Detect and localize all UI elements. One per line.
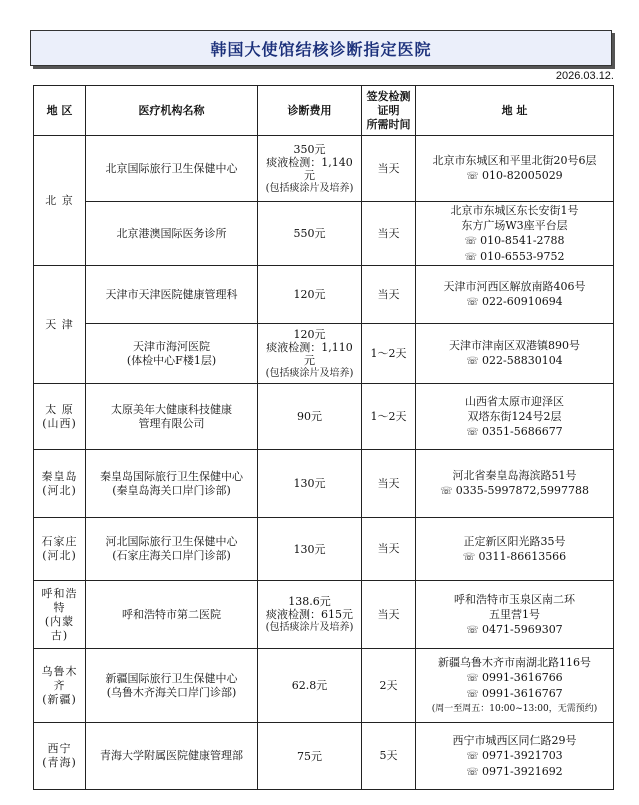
time-cell: 5天 (362, 723, 416, 790)
fee-line: 痰液检测：1,110元 (266, 340, 353, 367)
phone-number: ☏ 010-6553-9752 (419, 249, 610, 265)
phone-number: ☏ 0971-3921692 (419, 764, 610, 780)
phone-number: ☏ 0351-5686677 (419, 424, 610, 440)
fee-line: 350元 (293, 142, 326, 156)
fee-line: (包括痰涂片及培养) (265, 182, 354, 194)
fee-line: (包括痰涂片及培养) (265, 367, 354, 379)
table-row (34, 136, 614, 202)
region-cell: 乌鲁木齐 (新疆) (34, 649, 86, 723)
header-fee: 诊断费用 (258, 86, 362, 136)
hours-note: (周一至周五：10:00~13:00，无需预约) (431, 703, 598, 714)
hospital-name: 青海大学附属医院健康管理部 (86, 723, 258, 790)
fee-line: 120元 (293, 327, 326, 341)
time-cell: 当天 (362, 518, 416, 581)
phone-number: ☏ 0971-3921703 (419, 748, 610, 764)
fee-cell (258, 723, 362, 790)
phone-number: ☏ 0991-3616767 (419, 686, 610, 702)
address-line: 正定新区阳光路35号 (463, 534, 566, 548)
address-line: 双塔东街124号2层 (467, 409, 562, 423)
phone-number: ☏ 010-8541-2788 (419, 233, 610, 249)
time-cell: 1～2天 (362, 384, 416, 450)
hospital-name: 太原美年大健康科技健康 管理有限公司 (86, 384, 258, 450)
address-line: 天津市河西区解放南路406号 (443, 280, 586, 293)
hospital-name: 天津市海河医院 (体检中心F楼1层) (86, 324, 258, 384)
address-line: 呼和浩特市玉泉区南二环 (454, 592, 575, 606)
address-cell (416, 450, 614, 518)
table-row (34, 384, 614, 450)
table-row (34, 649, 614, 723)
time-cell: 当天 (362, 266, 416, 324)
region-cell: 石家庄 (河北) (34, 518, 86, 581)
fee-cell (258, 518, 362, 581)
address-line: 北京市东城区和平里北街20号6层 (432, 154, 597, 167)
table-row (34, 450, 614, 518)
hospital-name: 秦皇岛国际旅行卫生保健中心 (秦皇岛海关口岸门诊部) (86, 450, 258, 518)
fee-line: 痰液检测：1,140元 (266, 155, 353, 182)
region-cell: 秦皇岛 (河北) (34, 450, 86, 518)
phone-number: ☏ 0311-86613566 (419, 549, 610, 565)
address-cell (416, 202, 614, 266)
address-line: 东方广场W3座平台层 (461, 218, 568, 232)
address-cell (416, 136, 614, 202)
hospital-name: 北京港澳国际医务诊所 (86, 202, 258, 266)
time-cell: 1～2天 (362, 324, 416, 384)
region-cell: 天 津 (34, 266, 86, 384)
phone-number: ☏ 022-58830104 (419, 353, 610, 369)
fee-line: 550元 (293, 227, 326, 240)
page-title: 韩国大使馆结核诊断指定医院 (210, 39, 432, 59)
hospital-name: 新疆国际旅行卫生保健中心 (乌鲁木齐海关口岸门诊部) (86, 649, 258, 723)
address-line: 山西省太原市迎泽区 (465, 394, 564, 408)
region-cell: 呼和浩特 (内蒙古) (34, 581, 86, 649)
phone-number: ☏ 0991-3616766 (419, 670, 610, 686)
hospital-name: 河北国际旅行卫生保健中心 (石家庄海关口岸门诊部) (86, 518, 258, 581)
time-cell: 当天 (362, 202, 416, 266)
address-line: 五里营1号 (489, 607, 540, 621)
header-region: 地 区 (34, 86, 86, 136)
fee-line: 130元 (293, 542, 326, 556)
fee-line: 120元 (293, 288, 326, 301)
table-row (34, 723, 614, 790)
fee-line: 62.8元 (291, 679, 328, 692)
hospital-table (33, 85, 614, 790)
header-time: 签发检测 证明 所需时间 (362, 86, 416, 136)
time-cell: 2天 (362, 649, 416, 723)
fee-cell (258, 324, 362, 384)
hospital-name: 北京国际旅行卫生保健中心 (86, 136, 258, 202)
table-row (34, 518, 614, 581)
fee-line: 90元 (297, 410, 322, 423)
phone-number: ☏ 022-60910694 (419, 294, 610, 310)
table-row (34, 266, 614, 324)
fee-cell (258, 136, 362, 202)
header-address: 地 址 (416, 86, 614, 136)
fee-line: 75元 (297, 749, 322, 763)
time-cell: 当天 (362, 450, 416, 518)
fee-cell (258, 450, 362, 518)
region-cell: 太 原 (山西) (34, 384, 86, 450)
fee-cell (258, 266, 362, 324)
address-line: 西宁市城西区同仁路29号 (452, 733, 577, 747)
address-cell (416, 266, 614, 324)
table-row (34, 324, 614, 384)
address-cell (416, 723, 614, 790)
fee-line: 138.6元 (288, 595, 331, 608)
address-cell (416, 649, 614, 723)
fee-cell (258, 202, 362, 266)
hospital-name: 天津市天津医院健康管理科 (86, 266, 258, 324)
address-cell (416, 324, 614, 384)
time-cell: 当天 (362, 581, 416, 649)
time-cell: 当天 (362, 136, 416, 202)
title-box (30, 30, 612, 66)
region-cell: 北 京 (34, 136, 86, 266)
header-name: 医疗机构名称 (86, 86, 258, 136)
fee-line: 痰液检测：615元 (266, 608, 353, 621)
fee-line: 130元 (293, 477, 326, 490)
fee-cell (258, 581, 362, 649)
address-line: 北京市东城区东长安街1号 (450, 203, 579, 217)
table-row (34, 581, 614, 649)
region-cell: 西宁 (青海) (34, 723, 86, 790)
phone-number: ☏ 010-82005029 (419, 168, 610, 184)
date-label: 2026.03.12. (555, 70, 614, 82)
address-line: 天津市津南区双港镇890号 (449, 339, 580, 352)
fee-cell (258, 649, 362, 723)
address-cell (416, 518, 614, 581)
phone-number: ☏ 0471-5969307 (419, 622, 610, 638)
table-row (34, 202, 614, 266)
header-row (34, 86, 614, 136)
fee-cell (258, 384, 362, 450)
fee-line: (包括痰涂片及培养) (265, 622, 354, 633)
address-line: 新疆乌鲁木齐市南湖北路116号 (438, 655, 591, 669)
address-cell (416, 384, 614, 450)
address-line: 河北省秦皇岛海滨路51号 (452, 469, 577, 482)
address-cell (416, 581, 614, 649)
hospital-name: 呼和浩特市第二医院 (86, 581, 258, 649)
phone-number: ☏ 0335-5997872,5997788 (419, 483, 610, 499)
